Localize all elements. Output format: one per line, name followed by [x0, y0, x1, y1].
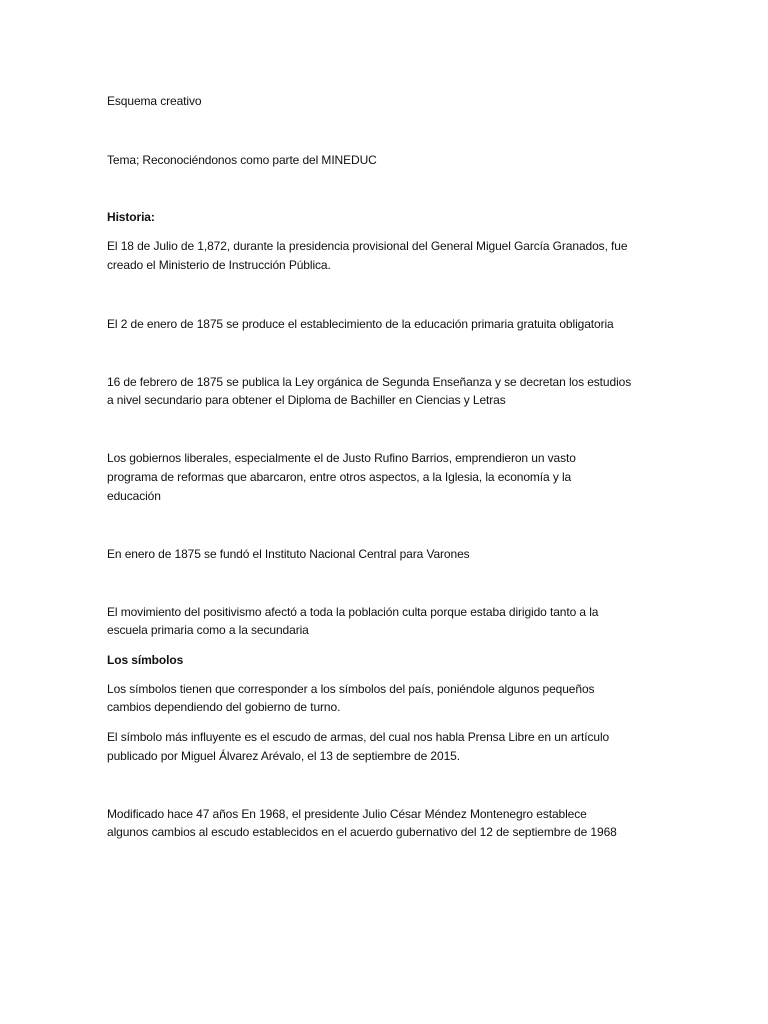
- paragraph-line: Los símbolos tienen que corresponder a los símbolos del país, poniéndole algunos pequeños: [107, 682, 595, 696]
- tema-line: Tema; Reconociéndonos como parte del MINEDUC: [107, 153, 377, 167]
- paragraph-line: Modificado hace 47 años En 1968, el presidente Julio César Méndez Montenegro establece: [107, 807, 587, 821]
- paragraph-line: cambios dependiendo del gobierno de turno.: [107, 700, 341, 714]
- document-title: Esquema creativo: [107, 94, 202, 108]
- paragraph-line: 16 de febrero de 1875 se publica la Ley orgánica de Segunda Enseñanza y se decretan los estudios: [107, 375, 632, 389]
- paragraph-line: programa de reformas que abarcaron, entre otros aspectos, a la Iglesia, la economía y la: [107, 470, 572, 484]
- paragraph-line: El símbolo más influyente es el escudo de armas, del cual nos habla Prensa Libre en un artículo: [107, 730, 610, 744]
- simbolos-heading: Los símbolos: [107, 653, 184, 667]
- paragraph-line: El 18 de Julio de 1,872, durante la presidencia provisional del General Miguel García Granados, fue: [107, 239, 628, 253]
- paragraph-line: publicado por Miguel Álvarez Arévalo, el 13 de septiembre de 2015.: [107, 749, 460, 763]
- paragraph-line: En enero de 1875 se fundó el Instituto Nacional Central para Varones: [107, 547, 470, 561]
- paragraph-line: escuela primaria como a la secundaria: [107, 623, 309, 637]
- historia-heading: Historia:: [107, 210, 155, 224]
- paragraph-line: El 2 de enero de 1875 se produce el establecimiento de la educación primaria gratuita obligatoria: [107, 317, 614, 331]
- paragraph-line: creado el Ministerio de Instrucción Pública.: [107, 258, 331, 272]
- paragraph-line: El movimiento del positivismo afectó a toda la población culta porque estaba dirigido tanto a la: [107, 605, 599, 619]
- paragraph-line: Los gobiernos liberales, especialmente el de Justo Rufino Barrios, emprendieron un vasto: [107, 451, 576, 465]
- paragraph-line: educación: [107, 489, 161, 503]
- paragraph-line: a nivel secundario para obtener el Diploma de Bachiller en Ciencias y Letras: [107, 393, 506, 407]
- paragraph-line: algunos cambios al escudo establecidos en el acuerdo gubernativo del 12 de septiembre de 1968: [107, 825, 617, 839]
